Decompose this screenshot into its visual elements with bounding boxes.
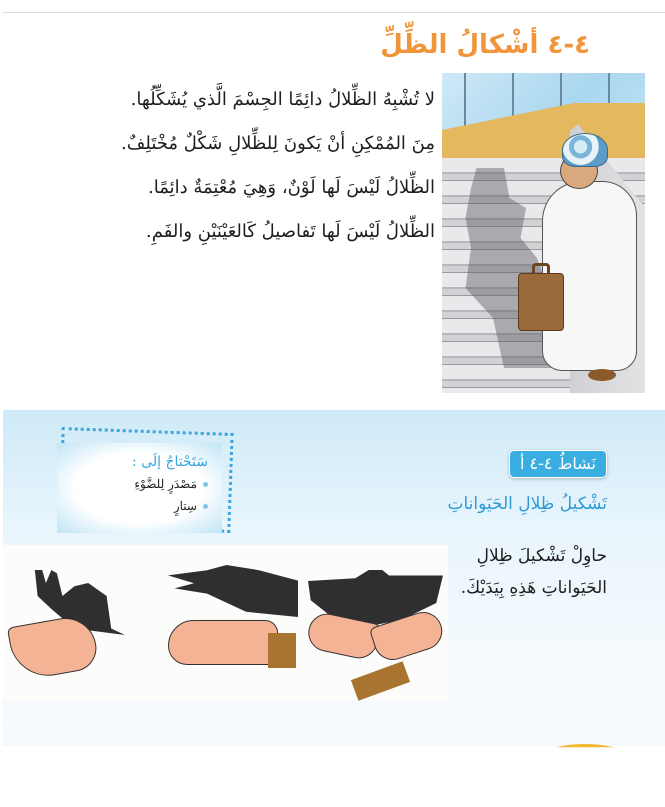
materials-box bbox=[57, 443, 222, 533]
briefcase bbox=[518, 273, 564, 331]
section-title: ٤-٤ أشْكالُ الظِّلِّ bbox=[380, 30, 590, 60]
materials-item bbox=[67, 495, 208, 517]
yellow-arc-decoration bbox=[535, 744, 635, 762]
page-bottom-band bbox=[3, 720, 665, 746]
top-divider bbox=[3, 12, 665, 13]
boy-cap bbox=[562, 133, 608, 167]
hand-shadows-illustration bbox=[3, 545, 448, 700]
facts-list bbox=[100, 78, 435, 254]
materials-list bbox=[67, 473, 208, 517]
fact-line: الظِّلالُ لَيْسَ لَها لَوْنٌ، وَهِيَ مُعْتِمَةٌ دائِمًا. bbox=[148, 177, 435, 198]
duck-hand bbox=[168, 620, 278, 665]
activity-badge: نَشاطُ ٤-٤ أ bbox=[509, 450, 607, 478]
sandal bbox=[588, 369, 616, 381]
bird-sleeve bbox=[351, 661, 410, 700]
duck-sleeve bbox=[268, 633, 296, 668]
instruction-line: حاوِلْ تَشْكيلَ ظِلالِ bbox=[476, 546, 607, 566]
materials-item bbox=[67, 473, 208, 495]
fact-line: مِنَ المُمْكِنِ أنْ يَكونَ لِلظِّلالِ شَكْلٌ مُخْتَلِفٌ. bbox=[121, 133, 435, 154]
materials-heading: سَتَحْتاجُ إلَى : bbox=[132, 454, 208, 470]
fact-line: الظِّلالُ لَيْسَ لَها تَفاصيلُ كَالعَيْنَيْنِ والفَمِ. bbox=[146, 221, 435, 242]
window-frame bbox=[464, 73, 466, 128]
instruction-line: الحَيَواناتِ هَذِهِ بِيَدَيْكَ. bbox=[460, 578, 607, 598]
activity-title: تَشْكيلُ ظِلالِ الحَيَواناتِ bbox=[447, 494, 607, 514]
fact-line: لا تُشْبِهُ الظِّلالُ دائِمًا الجِسْمَ الَّذي يُشَكِّلُها. bbox=[130, 89, 435, 110]
bullet-icon bbox=[203, 482, 208, 487]
materials-item-label: سِتارٍ bbox=[173, 499, 197, 513]
materials-item-label: مَصْدَرٍ لِلضَّوْءِ bbox=[134, 477, 197, 491]
duck-shadow bbox=[168, 565, 298, 617]
bullet-icon bbox=[203, 504, 208, 509]
stairs-shadow-illustration bbox=[442, 73, 645, 393]
